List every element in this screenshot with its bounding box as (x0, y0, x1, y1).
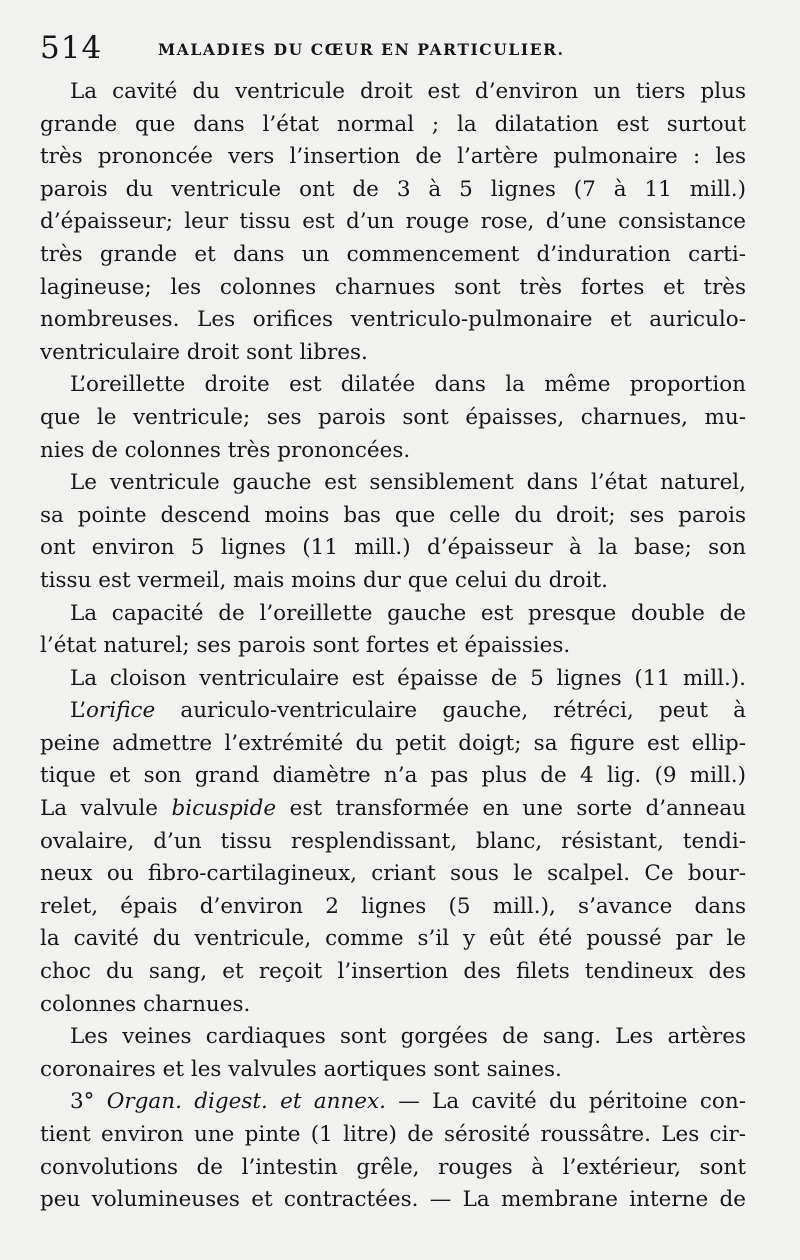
text-line: parois du ventricule ont de 3 à 5 lignes (7 à 11 mill.) (40, 176, 746, 202)
text-line: l’état naturel; ses parois sont fortes et épaissies. (40, 633, 571, 659)
text-line: tissu est vermeil, mais moins dur que celui du droit. (40, 567, 608, 593)
text-line: lagineuse; les colonnes charnues sont très fortes et très (40, 274, 746, 300)
text-line: tient environ une pinte (1 litre) de sérosité roussâtre. Les cir- (40, 1122, 746, 1147)
running-title: MALADIES DU CŒUR EN PARTICULIER. (158, 40, 565, 59)
text-line: convolutions de l’intestin grêle, rouges à l’extérieur, sont (40, 1154, 746, 1180)
text-line: d’épaisseur; leur tissu est d’un rouge rose, d’une consistance (40, 209, 746, 235)
italic-term: orifice (85, 698, 156, 724)
text-line: La capacité de l’oreillette gauche est presque double de (70, 600, 746, 626)
text-line: sa pointe descend moins bas que celle du droit; ses parois (40, 502, 746, 528)
text-line: colonnes charnues. (40, 991, 251, 1017)
text-line: relet, épais d’environ 2 lignes (5 mill.), s’avance dans (40, 893, 746, 919)
text-line: L’orifice auriculo-ventriculaire gauche, rétréci, peut à (70, 698, 746, 724)
text-line: La cavité du ventricule droit est d’environ un tiers plus (70, 79, 746, 104)
text-line: nombreuses. Les orifices ventriculo-pulmonaire et auriculo- (40, 307, 746, 333)
text-line: 3° Organ. digest. et annex. — La cavité du péritoine con- (70, 1089, 746, 1115)
text-line: que le ventricule; ses parois sont épaisses, charnues, mu- (40, 404, 746, 430)
text-line: La valvule bicuspide est transformée en une sorte d’anneau (40, 796, 746, 822)
text-line: L’oreillette droite est dilatée dans la même proportion (70, 372, 746, 398)
text-line: ont environ 5 lignes (11 mill.) d’épaisseur à la base; son (40, 535, 746, 561)
text-line: neux ou fibro-cartilagineux, criant sous le scalpel. Ce bour- (40, 861, 746, 887)
text-line: Les veines cardiaques sont gorgées de sang. Les artères (70, 1024, 746, 1050)
text-line: la cavité du ventricule, comme s’il y eût été poussé par le (40, 926, 746, 952)
text-line: ventriculaire droit sont libres. (40, 339, 368, 365)
body-text (40, 76, 746, 1217)
italic-term: Organ. digest. et annex. (106, 1089, 386, 1115)
text-line: La cloison ventriculaire est épaisse de 5 lignes (11 mill.). (70, 665, 746, 691)
text-line: peu volumineuses et contractées. — La membrane interne de (40, 1187, 746, 1213)
text-line: très prononcée vers l’insertion de l’artère pulmonaire : les (40, 144, 746, 170)
text-line: grande que dans l’état normal ; la dilatation est surtout (40, 111, 746, 137)
text-line: nies de colonnes très prononcées. (40, 437, 411, 463)
text-line: très grande et dans un commencement d’induration carti- (40, 241, 746, 267)
text-line: peine admettre l’extrémité du petit doigt; sa figure est ellip- (40, 730, 746, 756)
page-number: 514 (40, 30, 103, 66)
page-header (40, 30, 740, 70)
text-line: coronaires et les valvules aortiques sont saines. (40, 1056, 562, 1082)
text-line: Le ventricule gauche est sensiblement dans l’état naturel, (70, 470, 746, 496)
text-line: ovalaire, d’un tissu resplendissant, blanc, résistant, tendi- (40, 828, 746, 854)
italic-term: bicuspide (171, 796, 277, 822)
text-line: tique et son grand diamètre n’a pas plus de 4 lig. (9 mill.) (40, 763, 746, 789)
text-line: choc du sang, et reçoit l’insertion des filets tendineux des (40, 959, 746, 985)
